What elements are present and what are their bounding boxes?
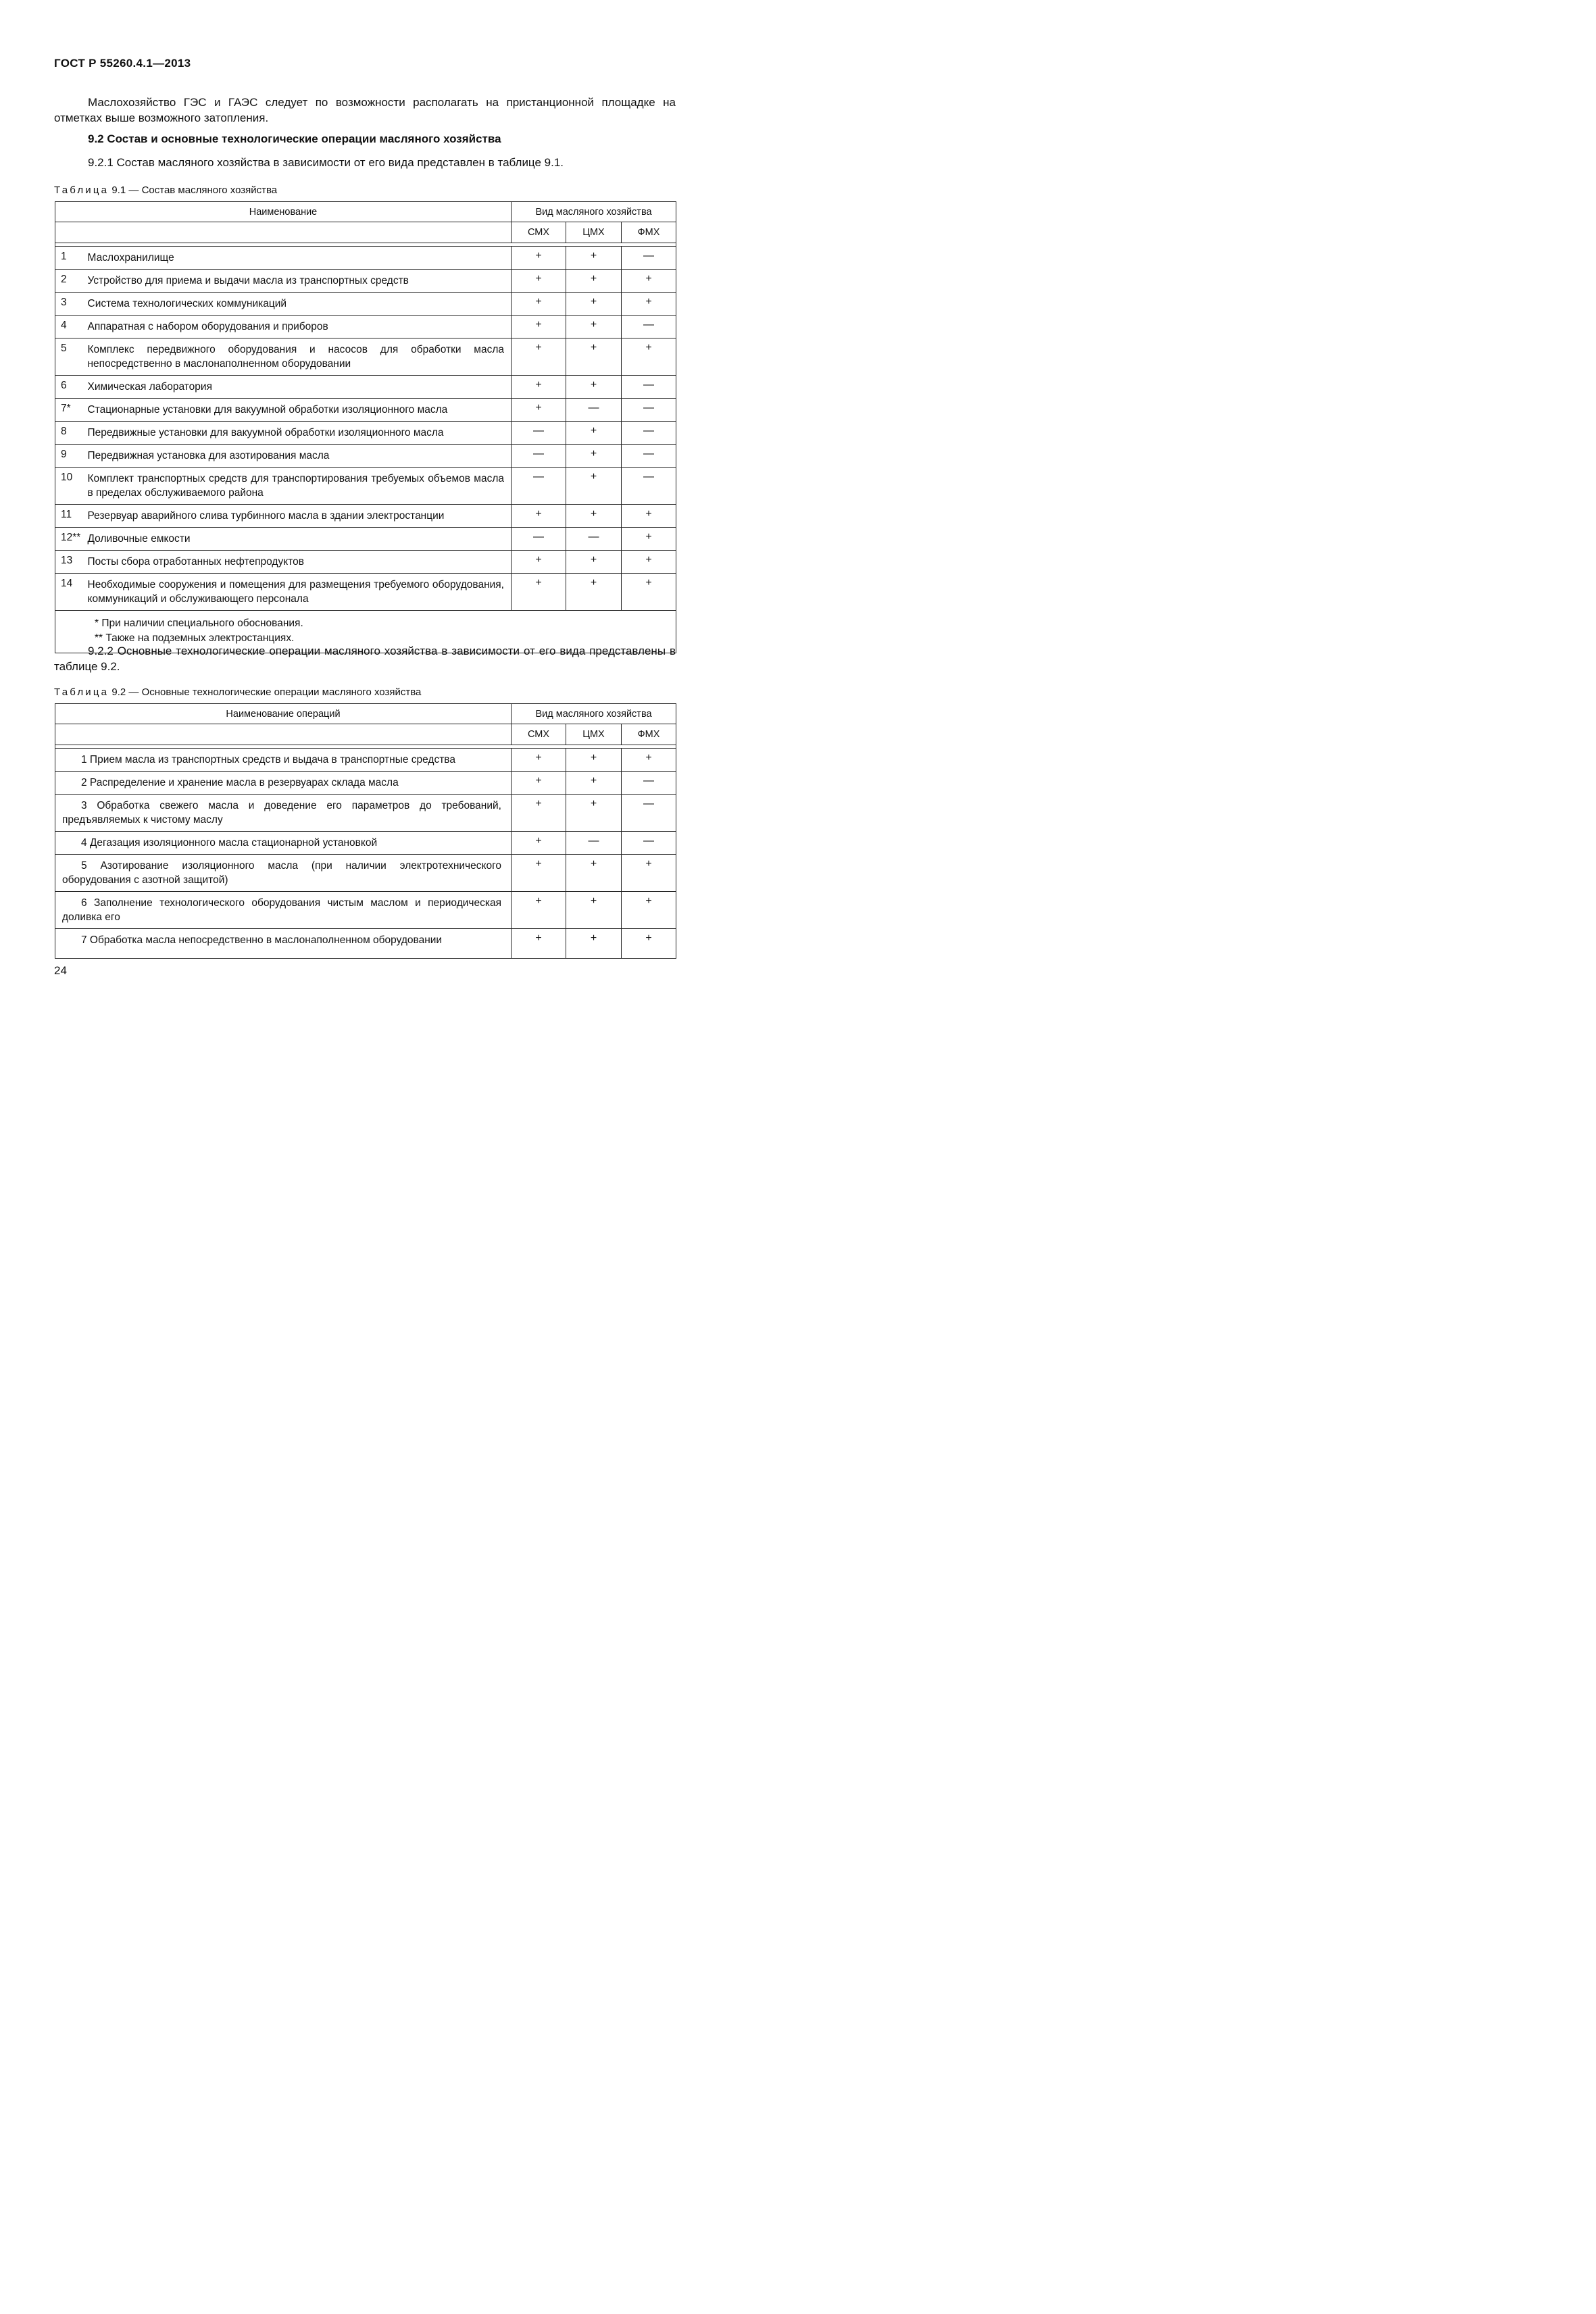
table-row [55,929,676,959]
mark-fmx: + [622,929,676,959]
mark-fmx: + [622,892,676,929]
row-name: Комплекс передвижного оборудования и насосов для обработки масла непосредственно в маслонаполненном оборудовании [84,338,512,376]
mark-smx: — [512,445,566,468]
mark-smx: + [512,929,566,959]
operation-name: 1 Прием масла из транспортных средств и выдача в транспортные средства [81,754,455,765]
table-row [55,832,676,855]
table-9-2 [55,703,676,959]
mark-cmx: + [566,376,622,399]
row-name: Резервуар аварийного слива турбинного масла в здании электростанции [84,505,512,528]
mark-cmx: + [566,551,622,574]
row-name: Система технологических коммуникаций [84,293,512,316]
mark-cmx: + [566,749,622,772]
mark-cmx: + [566,574,622,611]
row-number: 5 [55,338,84,376]
mark-cmx: — [566,832,622,855]
operation-name: 6 Заполнение технологического оборудования чистым маслом и периодическая доливка его [62,897,501,923]
mark-fmx: + [622,855,676,892]
header-empty-cell [55,222,512,243]
mark-smx: + [512,749,566,772]
row-number: 6 [55,376,84,399]
table-row [55,574,676,611]
table-row [55,247,676,270]
mark-fmx: + [622,551,676,574]
mark-cmx: — [566,399,622,422]
column-header-group: Вид масляного хозяйства [512,202,676,222]
mark-smx: + [512,505,566,528]
mark-cmx: — [566,528,622,551]
mark-cmx: + [566,247,622,270]
table-row [55,772,676,795]
table-row [55,528,676,551]
table-row [55,270,676,293]
table-row [55,445,676,468]
row-name: Посты сбора отработанных нефтепродуктов [84,551,512,574]
mark-fmx: + [622,270,676,293]
table-row [55,551,676,574]
mark-smx: + [512,270,566,293]
table-row [55,422,676,445]
mark-smx: + [512,247,566,270]
paragraph-9-2-2-text: 9.2.2 Основные технологические операции масляного хозяйства в зависимости от его вида представлены в таблице 9.2. [54,645,676,673]
mark-fmx: — [622,795,676,832]
table-row [55,855,676,892]
row-number: 9 [55,445,84,468]
row-number: 11 [55,505,84,528]
mark-cmx: + [566,270,622,293]
operation-name: 5 Азотирование изоляционного масла (при наличии электротехнического оборудования с азотной защитой) [62,860,501,886]
column-header-group: Вид масляного хозяйства [512,704,676,724]
row-number: 10 [55,468,84,505]
row-number: 2 [55,270,84,293]
paragraph-9-2-2 [54,643,676,674]
table-row [55,399,676,422]
mark-cmx: + [566,855,622,892]
row-name: Аппаратная с набором оборудования и приборов [84,316,512,338]
mark-cmx: + [566,338,622,376]
table-caption-word: Таблица [54,686,109,698]
mark-fmx: — [622,772,676,795]
mark-smx: + [512,399,566,422]
mark-smx: + [512,892,566,929]
table-row [55,316,676,338]
table-row [55,795,676,832]
paragraph-location [54,95,676,126]
column-header-cmx: ЦМХ [566,222,622,243]
mark-cmx: + [566,929,622,959]
row-number: 12** [55,528,84,551]
mark-smx: + [512,376,566,399]
row-number: 14 [55,574,84,611]
column-header-name: Наименование [55,202,512,222]
page-number: 24 [54,964,67,977]
column-header-smx: СМХ [512,724,566,745]
table-row [55,749,676,772]
row-name: Передвижные установки для вакуумной обработки изоляционного масла [84,422,512,445]
mark-fmx: + [622,505,676,528]
row-number: 13 [55,551,84,574]
operation-cell [55,832,512,855]
table-row [55,468,676,505]
row-name: Устройство для приема и выдачи масла из транспортных средств [84,270,512,293]
operation-cell [55,855,512,892]
mark-smx: + [512,293,566,316]
mark-fmx: + [622,528,676,551]
mark-fmx: — [622,399,676,422]
mark-fmx: — [622,445,676,468]
mark-smx: + [512,574,566,611]
table-row [55,293,676,316]
note-special-justification: * При наличии специального обоснования. [95,618,303,629]
mark-fmx: — [622,832,676,855]
row-number: 8 [55,422,84,445]
mark-fmx: + [622,338,676,376]
mark-fmx: + [622,749,676,772]
operation-name: 4 Дегазация изоляционного масла стационарной установкой [81,837,378,849]
mark-smx: + [512,338,566,376]
mark-cmx: + [566,422,622,445]
mark-smx: — [512,468,566,505]
row-name: Необходимые сооружения и помещения для размещения требуемого оборудования, коммуникаций и обслуживающего персонала [84,574,512,611]
row-name: Передвижная установка для азотирования масла [84,445,512,468]
mark-smx: + [512,316,566,338]
table-9-1 [55,201,676,653]
mark-smx: — [512,422,566,445]
operation-cell [55,929,512,959]
row-name: Маслохранилище [84,247,512,270]
operation-name: 3 Обработка свежего масла и доведение его параметров до требований, предъявляемых к чистому маслу [62,800,501,826]
operation-cell [55,749,512,772]
table-row [55,505,676,528]
column-header-smx: СМХ [512,222,566,243]
mark-cmx: + [566,795,622,832]
mark-fmx: + [622,574,676,611]
operation-cell [55,795,512,832]
section-heading-9-2: 9.2 Состав и основные технологические операции масляного хозяйства [88,132,501,145]
mark-fmx: — [622,247,676,270]
mark-smx: + [512,855,566,892]
mark-fmx: — [622,422,676,445]
row-name: Стационарные установки для вакуумной обработки изоляционного масла [84,399,512,422]
document-code-header: ГОСТ Р 55260.4.1—2013 [54,57,191,70]
mark-fmx: — [622,316,676,338]
operation-name: 2 Распределение и хранение масла в резервуарах склада масла [81,777,399,788]
row-number: 7* [55,399,84,422]
mark-cmx: + [566,293,622,316]
table-9-1-caption [54,184,277,196]
paragraph-location-text: Маслохозяйство ГЭС и ГАЭС следует по возможности располагать на пристанционной площадке на отметках выше возможного затопления. [54,96,676,124]
note-underground-plants: ** Также на подземных электростанциях. [95,632,295,644]
column-header-fmx: ФМХ [622,724,676,745]
row-number: 3 [55,293,84,316]
mark-cmx: + [566,892,622,929]
mark-smx: + [512,772,566,795]
operation-name: 7 Обработка масла непосредственно в маслонаполненном оборудовании [81,934,443,946]
operation-cell [55,772,512,795]
mark-fmx: + [622,293,676,316]
mark-smx: + [512,832,566,855]
paragraph-9-2-1: 9.2.1 Состав масляного хозяйства в зависимости от его вида представлен в таблице 9.1. [88,156,564,169]
column-header-cmx: ЦМХ [566,724,622,745]
row-name: Химическая лаборатория [84,376,512,399]
table-row [55,376,676,399]
table-row [55,338,676,376]
mark-smx: + [512,551,566,574]
mark-fmx: — [622,376,676,399]
operation-cell [55,892,512,929]
column-header-operations: Наименование операций [55,704,512,724]
mark-cmx: + [566,505,622,528]
mark-smx: — [512,528,566,551]
header-empty-cell [55,724,512,745]
table-caption-text: 9.1 — Состав масляного хозяйства [111,184,278,196]
table-caption-text: 9.2 — Основные технологические операции масляного хозяйства [111,686,422,698]
row-number: 1 [55,247,84,270]
column-header-fmx: ФМХ [622,222,676,243]
mark-cmx: + [566,445,622,468]
mark-cmx: + [566,772,622,795]
table-9-2-caption [54,686,421,698]
table-row [55,892,676,929]
row-name: Комплект транспортных средств для транспортирования требуемых объемов масла в пределах обслуживаемого района [84,468,512,505]
mark-cmx: + [566,316,622,338]
mark-smx: + [512,795,566,832]
mark-cmx: + [566,468,622,505]
mark-fmx: — [622,468,676,505]
row-number: 4 [55,316,84,338]
table-caption-word: Таблица [54,184,109,196]
row-name: Доливочные емкости [84,528,512,551]
